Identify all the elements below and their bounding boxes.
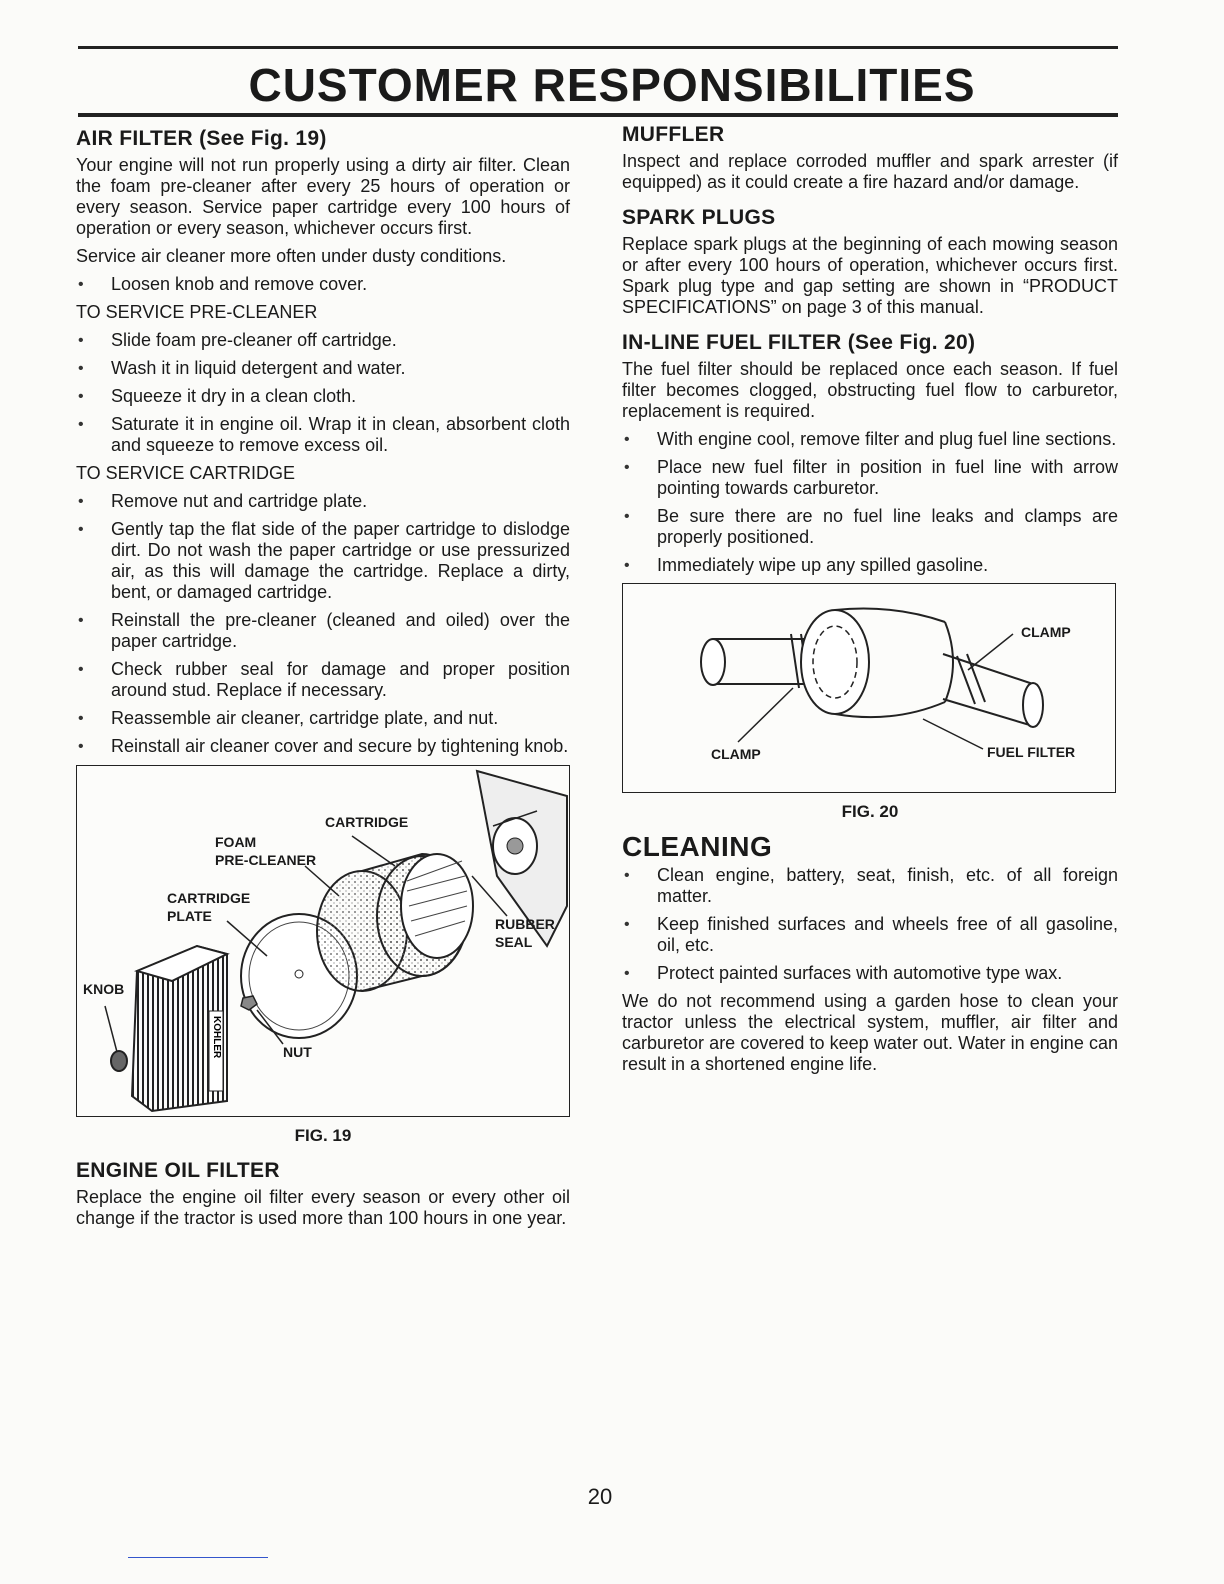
list-item: • Keep finished surfaces and wheels free of all gasoline, oil, etc. [622,914,1118,956]
fig20-diagram [622,583,1116,793]
list-item: • Slide foam pre-cleaner off cartridge. [76,330,570,351]
list-item: • Reinstall air cleaner cover and secure by tightening knob. [76,736,570,757]
list-item: • Loosen knob and remove cover. [76,274,570,295]
cartridge-steps [76,491,570,757]
list-item: • Be sure there are no fuel line leaks and clamps are properly positioned. [622,506,1118,548]
footer-line [128,1557,268,1558]
label-rubber: RUBBER [495,916,555,932]
cleaning-text: We do not recommend using a garden hose to clean your tractor unless the electrical system, muffler, air filter and carburetor are covered to keep water out. Water in engine can result in a shortened engine life. [622,991,1118,1074]
label-seal: SEAL [495,934,533,950]
pre-cleaner-steps [76,330,570,456]
spark-plugs-text: Replace spark plugs at the beginning of each mowing season or after every 100 hours of operation, whichever occurs first. Spark plug type and gap setting are shown in “PRODUCT SPECIFICATIONS” on page 3 of this manual. [622,234,1118,317]
list-item: • With engine cool, remove filter and plug fuel line sections. [622,429,1118,450]
fuel-filter-heading: IN-LINE FUEL FILTER (See Fig. 20) [622,331,976,354]
left-column [76,128,570,1236]
list-item: • Clean engine, battery, seat, finish, etc. of all foreign matter. [622,865,1118,907]
air-filter-dusty-note: Service air cleaner more often under dusty conditions. [76,246,507,266]
label-clamp-top: CLAMP [1021,624,1071,640]
list-item: • Saturate it in engine oil. Wrap it in clean, absorbent cloth and squeeze to remove excess oil. [76,414,570,456]
cleaning-heading: CLEANING [622,831,773,862]
label-cartridge: CARTRIDGE [325,814,409,830]
page-title: CUSTOMER RESPONSIBILITIES [248,59,976,111]
air-filter-intro: Your engine will not run properly using a dirty air filter. Clean the foam pre-cleaner after every 25 hours of operation or every season. Service paper cartridge every 100 hours of operation or every season, whichever occurs first. [76,155,570,238]
list-item: • Remove nut and cartridge plate. [76,491,570,512]
page-number: 20 [587,1484,613,1509]
loosen-list [76,274,570,295]
label-pre-cleaner: PRE-CLEANER [215,852,317,868]
label-knob: KNOB [83,981,125,997]
cartridge-subheading: TO SERVICE CARTRIDGE [76,463,296,483]
brand-mark: KOHLER [211,1016,222,1059]
list-item: • Reassemble air cleaner, cartridge plate, and nut. [76,708,570,729]
fuel-filter-text: The fuel filter should be replaced once each season. If fuel filter becomes clogged, obstructing fuel flow to carburetor, replacement is required. [622,359,1118,421]
label-fuel-filter: FUEL FILTER [987,744,1076,760]
spark-plugs-heading: SPARK PLUGS [622,206,776,229]
fuel-filter-steps [622,429,1118,576]
label-cartridge-plate-2: PLATE [167,908,212,924]
label-cartridge-plate-1: CARTRIDGE [167,890,251,906]
right-column [622,124,1118,1082]
cleaning-steps [622,865,1118,984]
label-clamp-bottom: CLAMP [711,746,761,762]
header-rule-top [78,46,1118,49]
list-item: • Reinstall the pre-cleaner (cleaned and oiled) over the paper cartridge. [76,610,570,652]
list-item: • Check rubber seal for damage and proper position around stud. Replace if necessary. [76,659,570,701]
fig20-caption: FIG. 20 [841,802,899,821]
pre-cleaner-subheading: TO SERVICE PRE-CLEANER [76,302,318,322]
muffler-text: Inspect and replace corroded muffler and spark arrester (if equipped) as it could create a fire hazard and/or damage. [622,151,1118,192]
list-item: • Gently tap the flat side of the paper cartridge to dislodge dirt. Do not wash the paper cartridge or use pressurized air, as this will damage the cartridge. Replace a dirty, bent, or damaged cartridge. [76,519,570,603]
fig19-diagram [76,765,570,1117]
engine-oil-filter-text: Replace the engine oil filter every season or every other oil change if the tractor is used more than 100 hours in one year. [76,1187,570,1228]
header-rule-bottom [78,113,1118,117]
label-nut: NUT [283,1044,312,1060]
list-item: • Place new fuel filter in position in fuel line with arrow pointing towards carburetor. [622,457,1118,499]
air-filter-heading: AIR FILTER (See Fig. 19) [76,127,327,150]
fig19-caption: FIG. 19 [294,1126,352,1145]
label-foam: FOAM [215,834,257,850]
fuel-filter-illustration [623,584,1115,792]
list-item: • Immediately wipe up any spilled gasoline. [622,555,1118,576]
list-item: • Squeeze it dry in a clean cloth. [76,386,570,407]
list-item: • Protect painted surfaces with automotive type wax. [622,963,1118,984]
list-item: • Wash it in liquid detergent and water. [76,358,570,379]
engine-oil-filter-heading: ENGINE OIL FILTER [76,1159,280,1182]
muffler-heading: MUFFLER [622,123,725,146]
